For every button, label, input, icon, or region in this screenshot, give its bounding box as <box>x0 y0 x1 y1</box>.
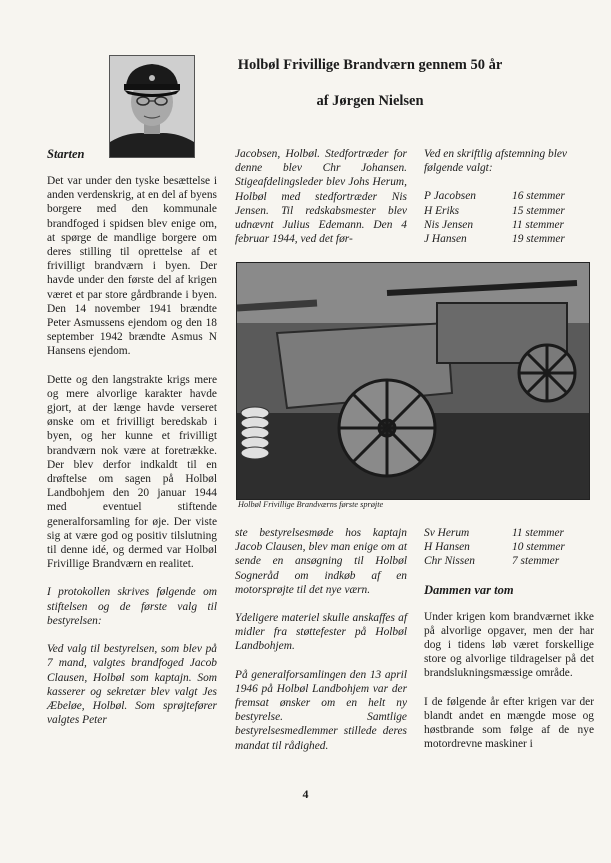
vote-row <box>424 540 565 554</box>
vote-row <box>424 232 565 246</box>
vote-count: 7 stemmer <box>512 555 560 568</box>
vote-row <box>424 526 565 540</box>
vote-row <box>424 189 565 203</box>
paragraph: Ved en skriftlig afstemning blev følgende valgt: <box>424 148 567 175</box>
paragraph: I protokollen skrives følgende om stiftelsen og de første valg til bestyrelsen: <box>47 586 217 627</box>
section-heading-starten: Starten <box>47 147 85 161</box>
paragraph: ste bestyrelsesmøde hos kaptajn Jacob Clausen, blev man enige om at sende en ansøgning til Holbøl Sogneråd om indkøb af en motorsprøjte til det nye værn. <box>235 527 407 596</box>
fire-engine-photo <box>236 262 590 500</box>
column-1 <box>47 147 217 727</box>
section-heading-dammen: Dammen var tom <box>424 582 514 597</box>
vote-row <box>424 554 565 568</box>
vote-name: H Eriks <box>424 204 460 217</box>
vote-name: Chr Nissen <box>424 555 475 568</box>
column-3-bottom <box>424 526 594 751</box>
vote-table <box>424 526 565 569</box>
page-number: 4 <box>302 787 309 801</box>
vote-name: P Jacobsen <box>424 190 476 203</box>
column-3-top <box>424 147 594 246</box>
paragraph: Ved valg til bestyrelsen, som blev på 7 mand, valgtes brandfoged Jacob Clausen, Holbøl som kaptajn. Som kasserer og sekretær blev valgt Jes Æbeløe, Holbøl. Som sprøjtefører valgtes Peter <box>47 643 217 727</box>
vote-table <box>424 189 565 246</box>
paragraph: På generalforsamlingen den 13 april 1946 på Holbøl Landbohjem var der fremsat ønsker om en helt ny bestyrelse. Samtlige bestyrelsesmedlemmer stillede deres mandat til rådighed. <box>235 668 407 752</box>
vote-count: 11 stemmer <box>512 218 564 231</box>
column-2-bottom <box>235 526 407 753</box>
paragraph: Under krigen kom brandværnet ikke på alvorlige opgaver, men der har dog i tidens løb været forskellige store og alvorlige tildragelser på det brandslukningsmæssige område. <box>424 610 594 680</box>
author-portrait <box>109 55 195 158</box>
paragraph: Jacobsen, Holbøl. Stedfortræder for denne blev Chr Johansen. Stigeafdelingsleder blev Johs Herum, Holbøl med stedfortræder Nis Jensen. Til redskabsmester blev udnævnt Julius Edemann. Den 4 februar 1944, ved det før- <box>235 148 407 246</box>
column-2-top <box>235 147 407 246</box>
vote-name: Nis Jensen <box>424 218 474 231</box>
vote-name: Sv Herum <box>424 527 470 539</box>
vote-row <box>424 204 565 218</box>
vote-count: 11 stemmer <box>512 527 564 539</box>
vote-count: 10 stemmer <box>512 541 565 554</box>
article-title: Holbøl Frivillige Brandværn gennem 50 år <box>237 57 503 73</box>
paragraph: Ydeligere materiel skulle anskaffes af midler fra støttefester på Holbøl Landbohjem. <box>235 612 407 653</box>
vote-count: 16 stemmer <box>512 190 565 203</box>
photo-caption: Holbøl Frivillige Brandværns første sprøjte <box>238 500 384 509</box>
paragraph: I de følgende år efter krigen var der blandt andet en mængde mose og høstbrande som følge af de nye motordrevne maskiner i <box>424 695 594 751</box>
vote-name: H Hansen <box>424 541 470 554</box>
paragraph: Dette og den langstrakte krigs mere og mere alvorlige karakter havde gjort, at der længe havde verseret ønske om et frivilligt beredskab i byen, og her kunne et frivilligt brandværn nok være at foretrække. Der blev derfor indkaldt til en drøftelse om sagen på Holbøl Landbohjem den 20 januar 1944 med eventuel stiftende generalforsamling for øje. Der viste sig at være god og positiv tilslutning til denne idé, og dermed var Holbøl Frivillige Brandværn en realitet. <box>47 373 217 571</box>
vote-count: 15 stemmer <box>512 204 565 217</box>
article-author: af Jørgen Nielsen <box>316 93 424 109</box>
vote-row <box>424 218 565 232</box>
paragraph: Det var under den tyske besættelse i anden verdenskrig, at en del af byens borgere med den kommunale brandfoged i spidsen blev enige om, at spørge de mandlige borgere om deres stilling til oprettelse af et frivilligt brandværn i byen. Der havde under den første del af krigen været et par store gårdbrande i byen. Den 14 november 1941 brændte Peter Asmussens ejendom og den 18 september 1942 brændte Asmus N Hansens ejendom. <box>47 175 217 358</box>
vote-name: J Hansen <box>424 233 467 246</box>
vote-count: 19 stemmer <box>512 233 565 246</box>
